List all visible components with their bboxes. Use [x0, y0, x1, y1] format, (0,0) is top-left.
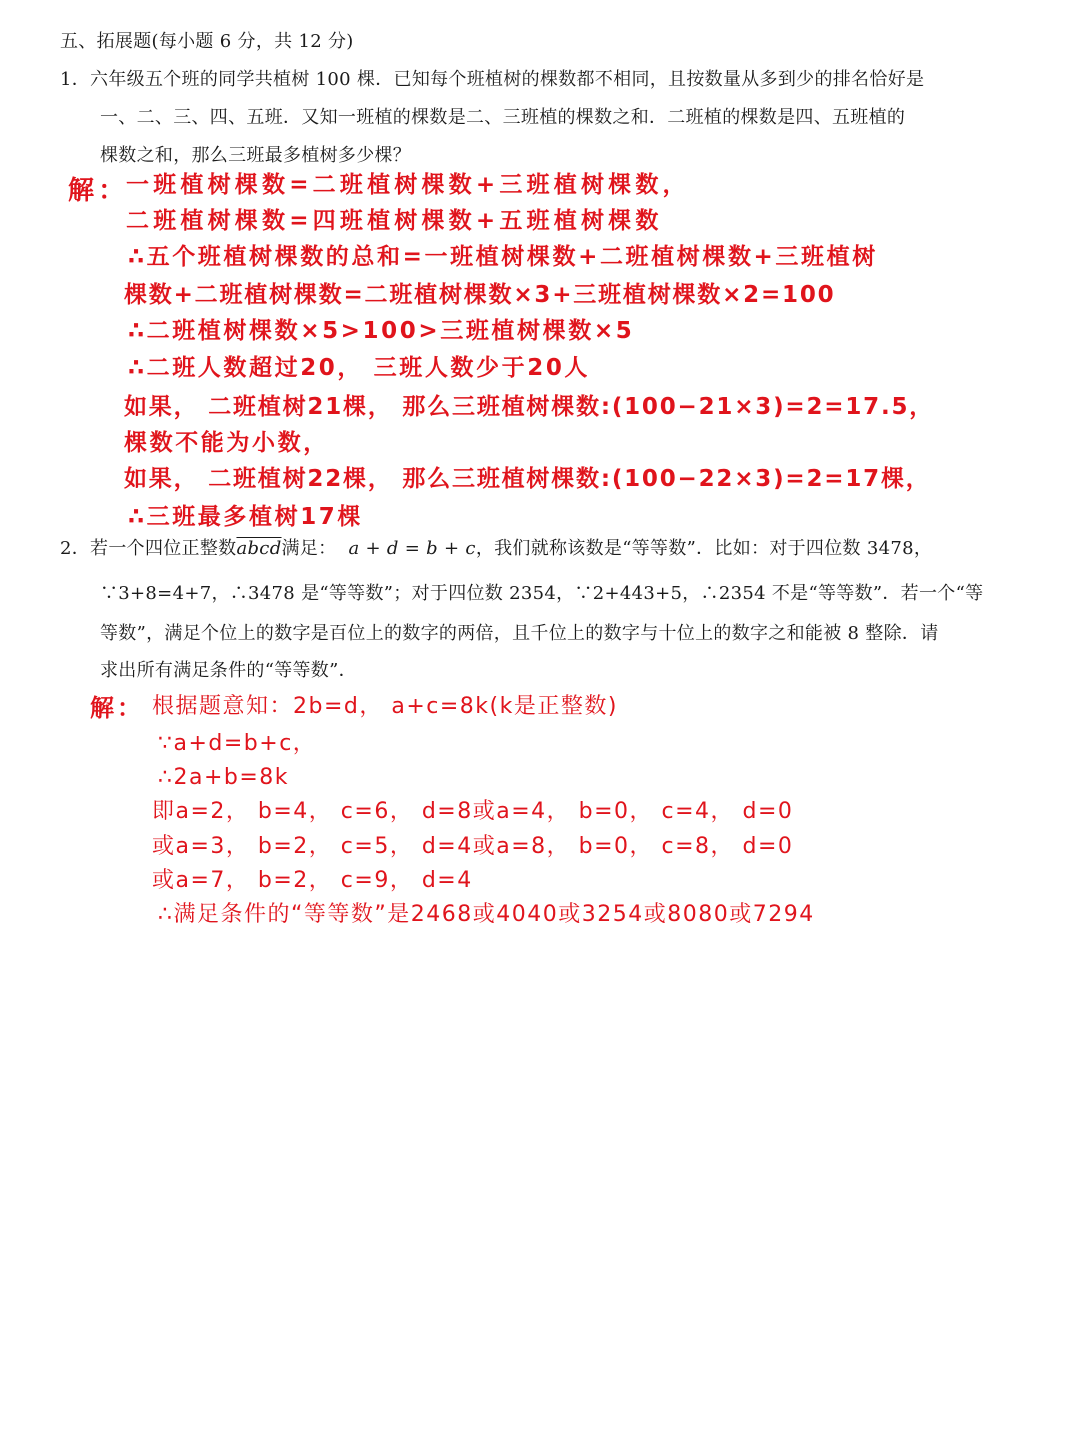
equation-a-plus-d: a + d = b + c — [348, 538, 476, 559]
question-1-line-3: 棵数之和，那么三班最多植树多少棵？ — [100, 145, 412, 166]
question-2-suffix: ，我们就称该数是“等等数”．比如：对于四位数 3478， — [475, 538, 933, 559]
answer-2-label: 解： — [90, 694, 144, 722]
answer-1-label: 解： — [68, 176, 129, 206]
answer-1-line-9: 如果， 二班植树22棵， 那么三班植树棵数:(100−22×3)=2=17棵， — [124, 466, 931, 492]
answer-2-line-7: ∴满足条件的“等等数”是2468或4040或3254或8080或7294 — [158, 902, 815, 927]
answer-2-line-3: ∴2a+b=8k — [158, 765, 290, 790]
question-1-line-2: 一、二、三、四、五班．又知一班植的棵数是二、三班植的棵数之和．二班植的棵数是四、五班植的 — [100, 107, 906, 128]
question-2-line-1 — [60, 540, 932, 558]
question-2-line-2: ∵3+8=4+7，∴3478 是“等等数”；对于四位数 2354，∵2+443+5，∴2354 不是“等等数”．若一个“等 — [100, 583, 984, 604]
answer-2-line-1: 根据题意知：2b=d， a+c=8k(k是正整数) — [152, 694, 618, 719]
question-2-line-4: 求出所有满足条件的“等等数”． — [100, 660, 357, 681]
question-1-line-1: 1．六年级五个班的同学共植树 100 棵．已知每个班植树的棵数都不相同，且按数量从多到少的排名恰好是 — [60, 69, 925, 90]
answer-1-line-1: 一班植树棵数=二班植树棵数+三班植树棵数， — [126, 172, 690, 198]
section-title: 五、拓展题(每小题 6 分，共 12 分) — [60, 31, 354, 52]
answer-2-line-4: 即a=2， b=4， c=6， d=8或a=4， b=0， c=4， d=0 — [152, 799, 794, 824]
answer-2-line-5: 或a=3， b=2， c=5， d=4或a=8， b=0， c=8， d=0 — [152, 834, 794, 859]
answer-1-line-3: ∴五个班植树棵数的总和=一班植树棵数+二班植树棵数+三班植树 — [128, 244, 878, 270]
answer-2-line-6: 或a=7， b=2， c=9， d=4 — [152, 868, 473, 893]
question-2-mid: 满足： — [281, 538, 337, 559]
answer-1-line-10: ∴三班最多植树17棵 — [128, 504, 364, 530]
answer-1-line-5: ∴二班植树棵数×5>100>三班植树棵数×5 — [128, 318, 635, 344]
answer-1-line-2: 二班植树棵数=四班植树棵数+五班植树棵数 — [126, 208, 663, 234]
answer-2-line-2: ∵a+d=b+c， — [158, 731, 317, 756]
question-2-prefix: 2．若一个四位正整数 — [60, 538, 237, 559]
answer-1-line-8: 棵数不能为小数， — [124, 430, 329, 456]
answer-1-line-7: 如果， 二班植树21棵， 那么三班植树棵数:(100−21×3)=2=17.5， — [124, 394, 935, 420]
answer-1-line-4: 棵数+二班植树棵数=二班植树棵数×3+三班植树棵数×2=100 — [124, 282, 836, 308]
answer-1-line-6: ∴二班人数超过20， 三班人数少于20人 — [128, 355, 591, 381]
abcd-overline-number: abcd — [236, 538, 282, 559]
question-2-line-3: 等数”，满足个位上的数字是百位上的数字的两倍，且千位上的数字与十位上的数字之和能被 8 整除．请 — [100, 623, 939, 644]
